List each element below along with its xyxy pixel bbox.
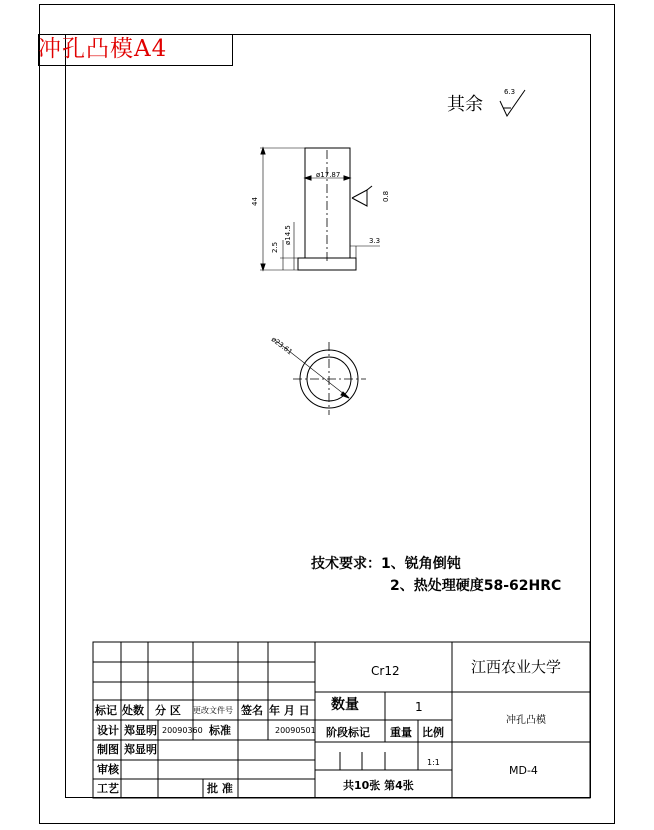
approve-label: 批 准 xyxy=(207,782,233,795)
tech-req-item-2: 2、热处理硬度58-62HRC xyxy=(390,578,562,594)
tech-req-item-1: 1、锐角倒钝 xyxy=(381,556,461,572)
sheet-count: 共10张 第4张 xyxy=(343,779,414,792)
header-date: 年 月 日 xyxy=(269,704,310,717)
header-sign: 签名 xyxy=(241,704,263,717)
header-marks: 标记 xyxy=(95,704,117,717)
header-zone: 分 区 xyxy=(155,704,181,717)
drawing-number: MD-4 xyxy=(509,764,538,777)
flange-height-dim: 2.5 xyxy=(271,241,279,253)
local-roughness-value: 0.8 xyxy=(382,190,390,202)
header-change-doc: 更改文件号 xyxy=(193,706,233,715)
quantity-label: 数量 xyxy=(331,697,359,713)
bore-diameter-dim: ø17.87 xyxy=(316,171,341,179)
drafter-name: 郑显明 xyxy=(124,743,157,756)
stage-label: 阶段标记 xyxy=(326,726,370,739)
draw-label: 制图 xyxy=(97,743,119,756)
process-label: 工艺 xyxy=(97,782,119,795)
scale-value: 1:1 xyxy=(427,758,440,767)
design-date: 20090360 xyxy=(162,726,203,735)
review-label: 审核 xyxy=(97,763,119,776)
surface-finish-value: 6.3 xyxy=(504,88,516,96)
header-count: 处数 xyxy=(122,704,144,717)
university: 江西农业大学 xyxy=(471,658,562,676)
material: Cr12 xyxy=(371,664,400,678)
weight-label: 重量 xyxy=(390,726,412,739)
shank-diameter-dim: ø14.5 xyxy=(284,225,292,245)
overall-length-dim: 44 xyxy=(251,197,259,206)
design-label: 设计 xyxy=(97,724,119,737)
quantity-value: 1 xyxy=(415,700,423,714)
designer-name: 郑显明 xyxy=(124,724,157,737)
scale-label: 比例 xyxy=(422,726,444,739)
part-name: 冲孔凸模 xyxy=(506,715,546,726)
drawing-title: 冲孔凸模A4 xyxy=(38,36,168,62)
surface-finish-label: 其余 xyxy=(447,94,483,115)
circle-diameter-dim: ø23.61 xyxy=(269,335,294,357)
side-gap-dim: 3.3 xyxy=(369,237,381,245)
tech-req-heading xyxy=(311,557,461,571)
standard-label: 标准 xyxy=(209,724,231,737)
tech-req-heading-text: 技术要求： xyxy=(311,556,381,572)
standard-date: 20090501 xyxy=(275,726,316,735)
